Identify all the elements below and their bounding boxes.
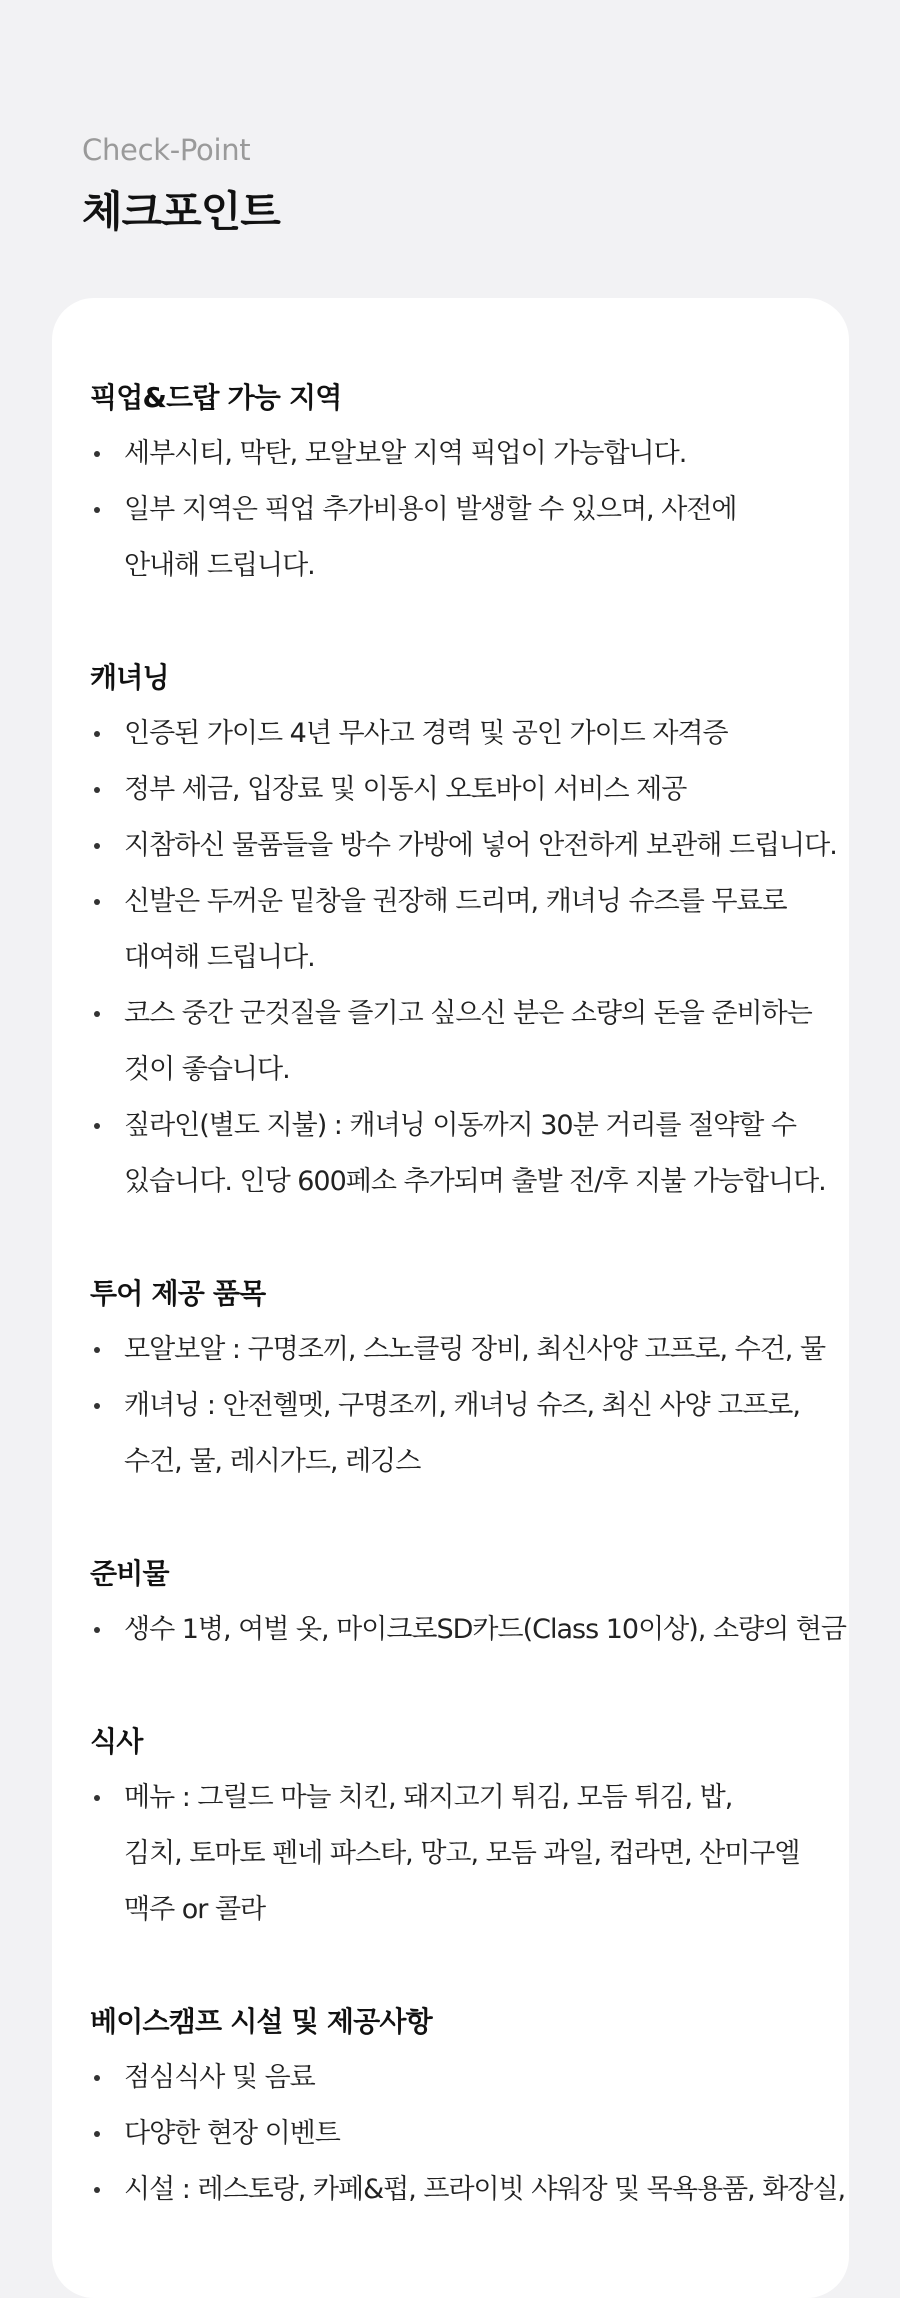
list-item <box>90 1602 846 1658</box>
list-item-text: 맥주 or 콜라 <box>124 1894 266 1925</box>
bullet-list <box>90 426 849 594</box>
checkpoint-section <box>90 1994 849 2218</box>
bullet-dot-icon <box>94 1795 100 1801</box>
page-header <box>82 130 280 240</box>
bullet-dot-icon <box>94 2075 100 2081</box>
list-item <box>90 426 830 482</box>
bullet-dot-icon <box>94 2187 100 2193</box>
list-item <box>90 2162 846 2218</box>
bullet-dot-icon <box>94 731 100 737</box>
checkpoint-card <box>52 298 849 2298</box>
list-item <box>90 818 837 874</box>
list-item <box>90 482 830 594</box>
list-item-text: 수건, 물, 레시가드, 레깅스 <box>124 1446 421 1477</box>
list-item <box>90 1322 830 1378</box>
list-item <box>90 706 830 762</box>
list-item <box>90 2050 830 2106</box>
bullet-dot-icon <box>94 899 100 905</box>
bullet-dot-icon <box>94 1123 100 1129</box>
checkpoint-section <box>90 650 849 1210</box>
bullet-dot-icon <box>94 1347 100 1353</box>
list-item <box>90 1770 830 1938</box>
list-item-text: 생수 1병, 여벌 옷, 마이크로SD카드(Class 10이상), 소량의 현금 <box>124 1614 846 1645</box>
list-item-text: 정부 세금, 입장료 및 이동시 오토바이 서비스 제공 <box>124 774 687 805</box>
list-item-text: 점심식사 및 음료 <box>124 2062 315 2093</box>
bullet-list <box>90 1770 849 1938</box>
bullet-dot-icon <box>94 1011 100 1017</box>
list-item <box>90 762 830 818</box>
list-item-text: 있습니다. 인당 600페소 추가되며 출발 전/후 지불 가능합니다. <box>124 1166 826 1197</box>
bullet-list <box>90 1322 849 1490</box>
list-item-text: 안내해 드립니다. <box>124 550 315 581</box>
bullet-dot-icon <box>94 843 100 849</box>
list-item-text: 일부 지역은 픽업 추가비용이 발생할 수 있으며, 사전에 <box>124 494 737 525</box>
bullet-dot-icon <box>94 787 100 793</box>
bullet-dot-icon <box>94 451 100 457</box>
list-item-text: 인증된 가이드 4년 무사고 경력 및 공인 가이드 자격증 <box>124 718 728 749</box>
list-item-text: 코스 중간 군것질을 즐기고 싶으신 분은 소량의 돈을 준비하는 <box>124 998 812 1029</box>
list-item <box>90 986 830 1098</box>
list-item-text: 신발은 두꺼운 밑창을 권장해 드리며, 캐녀닝 슈즈를 무료로 <box>124 886 787 917</box>
bullet-list <box>90 2050 849 2218</box>
checkpoint-section <box>90 370 849 594</box>
bullet-list <box>90 706 849 1210</box>
list-item <box>90 1378 830 1490</box>
checkpoint-section <box>90 1714 849 1938</box>
list-item-text: 김치, 토마토 펜네 파스타, 망고, 모듬 과일, 컵라면, 산미구엘 <box>124 1838 800 1869</box>
list-item <box>90 1098 830 1210</box>
section-title: 픽업&드랍 가능 지역 <box>90 381 342 414</box>
checkpoint-section <box>90 1546 849 1658</box>
page-eyebrow: Check-Point <box>82 133 251 167</box>
list-item <box>90 2106 830 2162</box>
section-title: 준비물 <box>90 1557 169 1590</box>
list-item-text: 것이 좋습니다. <box>124 1054 290 1085</box>
section-title: 캐녀닝 <box>90 661 169 694</box>
list-item-text: 메뉴 : 그릴드 마늘 치킨, 돼지고기 튀김, 모듬 튀김, 밥, <box>124 1782 733 1813</box>
section-title: 식사 <box>90 1725 143 1758</box>
list-item-text: 세부시티, 막탄, 모알보알 지역 픽업이 가능합니다. <box>124 438 687 469</box>
list-item-text: 시설 : 레스토랑, 카페&펍, 프라이빗 샤워장 및 목욕용품, 화장실, <box>124 2174 846 2205</box>
list-item-text: 캐녀닝 : 안전헬멧, 구명조끼, 캐녀닝 슈즈, 최신 사양 고프로, <box>124 1390 800 1421</box>
checkpoint-section <box>90 1266 849 1490</box>
list-item-text: 다양한 현장 이벤트 <box>124 2118 340 2149</box>
section-title: 투어 제공 품목 <box>90 1277 266 1310</box>
bullet-dot-icon <box>94 1627 100 1633</box>
list-item-text: 짚라인(별도 지불) : 캐녀닝 이동까지 30분 거리를 절약할 수 <box>124 1110 796 1141</box>
bullet-list <box>90 1602 849 1658</box>
list-item-text: 대여해 드립니다. <box>124 942 315 973</box>
bullet-dot-icon <box>94 2131 100 2137</box>
bullet-dot-icon <box>94 1403 100 1409</box>
bullet-dot-icon <box>94 507 100 513</box>
list-item-text: 모알보알 : 구명조끼, 스노클링 장비, 최신사양 고프로, 수건, 물 <box>124 1334 826 1365</box>
list-item-text: 지참하신 물품들을 방수 가방에 넣어 안전하게 보관해 드립니다. <box>124 830 837 861</box>
list-item <box>90 874 830 986</box>
page-title: 체크포인트 <box>82 187 280 236</box>
section-title: 베이스캠프 시설 및 제공사항 <box>90 2005 432 2038</box>
